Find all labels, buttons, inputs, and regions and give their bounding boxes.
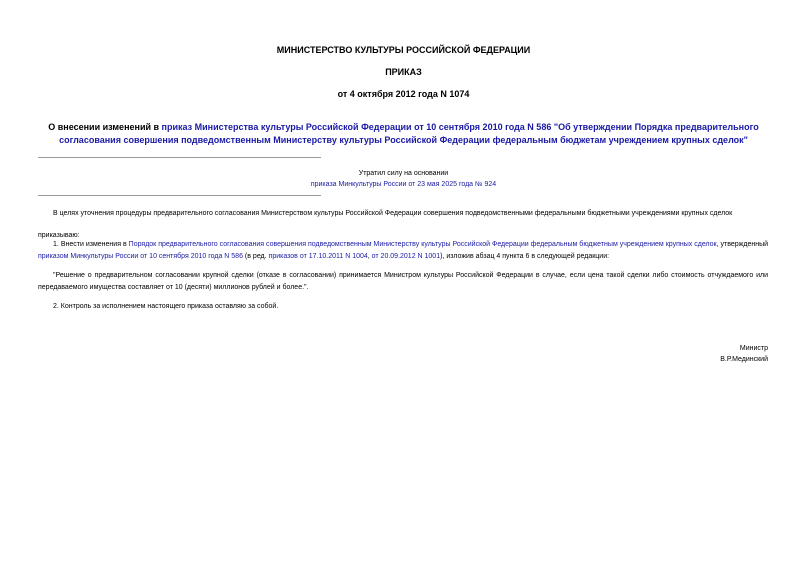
item-1-text-a: 1. Внести изменения в [53, 241, 129, 248]
document-title [40, 121, 767, 147]
signatory-position: Министр [739, 345, 768, 352]
document-date-number: от 4 октября 2012 года N 1074 [337, 89, 470, 99]
signatory-name: В.Р.Мединский [720, 356, 768, 363]
repeal-notice-link[interactable]: приказа Минкультуры России от 23 мая 2025 года № 924 [310, 181, 497, 188]
item-2-paragraph: 2. Контроль за исполнением настоящего приказа оставляю за собой. [53, 303, 279, 310]
link-order-1004[interactable]: приказов от 17.10.2011 N 1004 [268, 253, 368, 260]
divider-bottom [38, 195, 321, 196]
title-prefix: О внесении изменений в [48, 122, 162, 132]
ministry-heading: МИНИСТЕРСТВО КУЛЬТУРЫ РОССИЙСКОЙ ФЕДЕРАЦИИ [276, 45, 531, 55]
title-link-order-586[interactable]: приказ Министерства культуры Российской Федерации от 10 сентября 2010 года N 586 "Об утверждении Порядка предварительного согласования совершения подведомственным Министерству культуры Российской Федерации федеральным бюджетам учреждением крупных сделок" [59, 122, 759, 145]
link-order-586[interactable]: приказом Минкультуры России от 10 сентября 2010 года N 586 [38, 253, 243, 260]
item-1-text-e: ), изложив абзац 4 пункта 6 в следующей редакции: [440, 253, 610, 260]
quoted-amendment: "Решение о предварительном согласовании крупной сделки (отказе в согласовании) принимается Министром культуры Российской Федерации в случае, если цена такой сделки либо стоимость отчуждаемого или передаваемого имущества составляет от 10 (десяти) миллионов рублей и более.". [38, 272, 768, 291]
link-order-1001[interactable]: от 20.09.2012 N 1001 [371, 253, 441, 260]
divider-top [38, 157, 321, 158]
repeal-notice [260, 168, 547, 190]
signature-block [568, 343, 768, 365]
link-procedure[interactable]: Порядок предварительного согласования совершения подведомственным Министерству культуры Российской Федерации федеральным бюджетным учреждением крупных сделок [128, 241, 717, 248]
order-word: приказываю: [38, 232, 80, 239]
item-1-paragraph [38, 239, 768, 263]
item-1-text-c: (в ред. [242, 253, 269, 260]
repeal-notice-text: Утратил силу на основании [358, 170, 449, 177]
preamble-paragraph: В целях уточнения процедуры предварительного согласования Министерством культуры Российской Федерации совершения подведомственными федеральными бюджетными учреждениями крупных сделок [53, 210, 733, 217]
item-1-text-b: , утвержденный [716, 241, 769, 248]
document-type: ПРИКАЗ [385, 67, 422, 77]
item-1-text-d: , [367, 253, 372, 260]
